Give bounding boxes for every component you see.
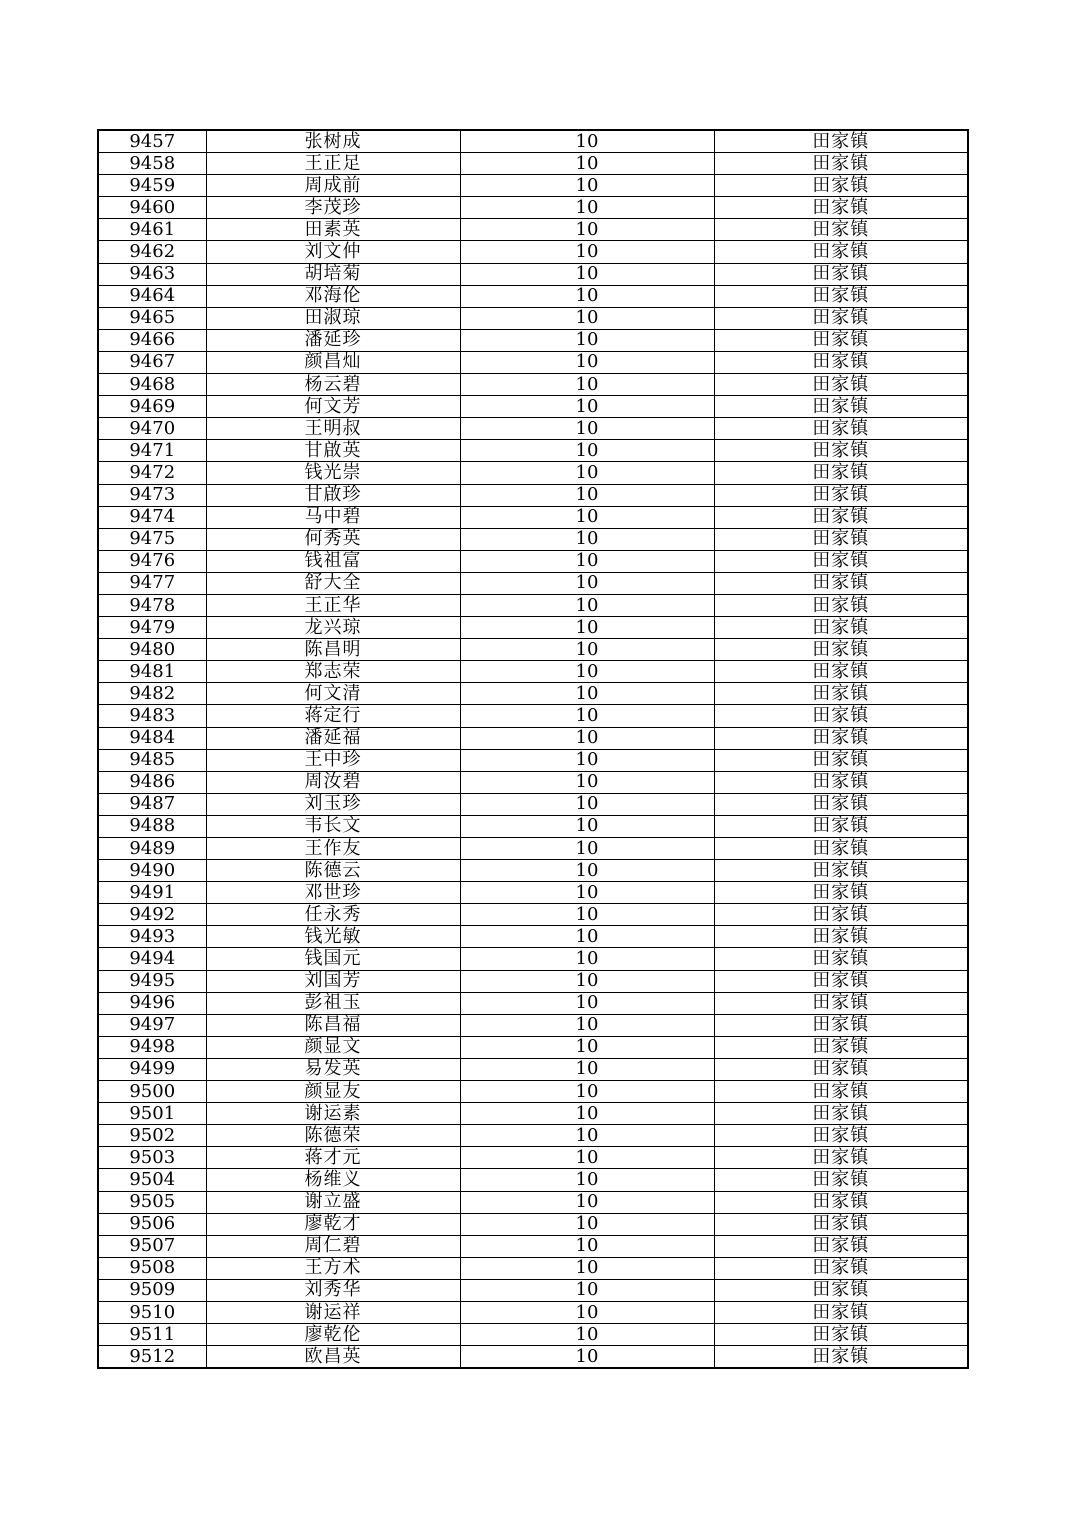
town-cell: 田家镇 (714, 396, 968, 418)
amount-cell: 10 (460, 130, 714, 153)
town-cell: 田家镇 (714, 683, 968, 705)
row-id-cell: 9464 (98, 285, 206, 307)
town-cell: 田家镇 (714, 948, 968, 970)
row-id-cell: 9493 (98, 926, 206, 948)
name-cell: 廖乾才 (206, 1213, 460, 1235)
town-cell: 田家镇 (714, 838, 968, 860)
name-cell: 钱光崇 (206, 462, 460, 484)
amount-cell: 10 (460, 396, 714, 418)
town-cell: 田家镇 (714, 639, 968, 661)
name-cell: 龙兴琼 (206, 617, 460, 639)
table-row (98, 550, 968, 572)
table-row (98, 462, 968, 484)
town-cell: 田家镇 (714, 418, 968, 440)
row-id-cell: 9512 (98, 1346, 206, 1369)
town-cell: 田家镇 (714, 992, 968, 1014)
data-table (97, 129, 969, 1369)
amount-cell: 10 (460, 418, 714, 440)
table-row (98, 329, 968, 351)
town-cell: 田家镇 (714, 197, 968, 219)
town-cell: 田家镇 (714, 661, 968, 683)
name-cell: 王方术 (206, 1257, 460, 1279)
row-id-cell: 9461 (98, 219, 206, 241)
town-cell: 田家镇 (714, 749, 968, 771)
row-id-cell: 9510 (98, 1301, 206, 1323)
row-id-cell: 9482 (98, 683, 206, 705)
row-id-cell: 9500 (98, 1081, 206, 1103)
table-row (98, 594, 968, 616)
row-id-cell: 9457 (98, 130, 206, 153)
town-cell: 田家镇 (714, 705, 968, 727)
name-cell: 陈昌福 (206, 1014, 460, 1036)
name-cell: 周成前 (206, 175, 460, 197)
row-id-cell: 9479 (98, 617, 206, 639)
table-row (98, 1103, 968, 1125)
table-row (98, 506, 968, 528)
amount-cell: 10 (460, 948, 714, 970)
amount-cell: 10 (460, 1036, 714, 1058)
row-id-cell: 9511 (98, 1324, 206, 1346)
row-id-cell: 9460 (98, 197, 206, 219)
amount-cell: 10 (460, 815, 714, 837)
row-id-cell: 9488 (98, 815, 206, 837)
town-cell: 田家镇 (714, 219, 968, 241)
name-cell: 何秀英 (206, 528, 460, 550)
row-id-cell: 9462 (98, 241, 206, 263)
name-cell: 何文清 (206, 683, 460, 705)
row-id-cell: 9466 (98, 329, 206, 351)
amount-cell: 10 (460, 1058, 714, 1080)
row-id-cell: 9503 (98, 1147, 206, 1169)
name-cell: 易发英 (206, 1058, 460, 1080)
table-row (98, 926, 968, 948)
table-row (98, 749, 968, 771)
amount-cell: 10 (460, 992, 714, 1014)
name-cell: 甘啟珍 (206, 484, 460, 506)
town-cell: 田家镇 (714, 1346, 968, 1369)
name-cell: 邓世珍 (206, 882, 460, 904)
amount-cell: 10 (460, 683, 714, 705)
town-cell: 田家镇 (714, 1058, 968, 1080)
amount-cell: 10 (460, 1324, 714, 1346)
town-cell: 田家镇 (714, 506, 968, 528)
town-cell: 田家镇 (714, 572, 968, 594)
row-id-cell: 9470 (98, 418, 206, 440)
table-row (98, 1169, 968, 1191)
amount-cell: 10 (460, 793, 714, 815)
row-id-cell: 9478 (98, 594, 206, 616)
table-row (98, 1081, 968, 1103)
town-cell: 田家镇 (714, 130, 968, 153)
town-cell: 田家镇 (714, 793, 968, 815)
town-cell: 田家镇 (714, 1036, 968, 1058)
town-cell: 田家镇 (714, 771, 968, 793)
town-cell: 田家镇 (714, 307, 968, 329)
name-cell: 陈德云 (206, 860, 460, 882)
amount-cell: 10 (460, 550, 714, 572)
amount-cell: 10 (460, 440, 714, 462)
row-id-cell: 9481 (98, 661, 206, 683)
name-cell: 陈昌明 (206, 639, 460, 661)
row-id-cell: 9492 (98, 904, 206, 926)
amount-cell: 10 (460, 175, 714, 197)
table-row (98, 1235, 968, 1257)
name-cell: 韦长文 (206, 815, 460, 837)
town-cell: 田家镇 (714, 1147, 968, 1169)
name-cell: 马中碧 (206, 506, 460, 528)
town-cell: 田家镇 (714, 241, 968, 263)
name-cell: 彭祖玉 (206, 992, 460, 1014)
name-cell: 刘国芳 (206, 970, 460, 992)
name-cell: 王明叔 (206, 418, 460, 440)
name-cell: 谢立盛 (206, 1191, 460, 1213)
row-id-cell: 9494 (98, 948, 206, 970)
table-row (98, 219, 968, 241)
table-row (98, 617, 968, 639)
row-id-cell: 9473 (98, 484, 206, 506)
name-cell: 刘秀华 (206, 1279, 460, 1301)
town-cell: 田家镇 (714, 1081, 968, 1103)
row-id-cell: 9463 (98, 263, 206, 285)
table-row (98, 175, 968, 197)
table-row (98, 771, 968, 793)
town-cell: 田家镇 (714, 440, 968, 462)
town-cell: 田家镇 (714, 1235, 968, 1257)
table-row (98, 793, 968, 815)
table-row (98, 838, 968, 860)
amount-cell: 10 (460, 241, 714, 263)
name-cell: 杨维义 (206, 1169, 460, 1191)
amount-cell: 10 (460, 329, 714, 351)
table-row (98, 1346, 968, 1369)
table-row (98, 351, 968, 373)
amount-cell: 10 (460, 374, 714, 396)
row-id-cell: 9498 (98, 1036, 206, 1058)
town-cell: 田家镇 (714, 727, 968, 749)
town-cell: 田家镇 (714, 263, 968, 285)
row-id-cell: 9490 (98, 860, 206, 882)
amount-cell: 10 (460, 1279, 714, 1301)
name-cell: 王正足 (206, 153, 460, 175)
name-cell: 潘延珍 (206, 329, 460, 351)
table-row (98, 197, 968, 219)
table-row (98, 882, 968, 904)
table-row (98, 285, 968, 307)
amount-cell: 10 (460, 197, 714, 219)
town-cell: 田家镇 (714, 374, 968, 396)
town-cell: 田家镇 (714, 528, 968, 550)
row-id-cell: 9507 (98, 1235, 206, 1257)
row-id-cell: 9468 (98, 374, 206, 396)
name-cell: 蒋才元 (206, 1147, 460, 1169)
name-cell: 甘啟英 (206, 440, 460, 462)
name-cell: 钱国元 (206, 948, 460, 970)
town-cell: 田家镇 (714, 153, 968, 175)
amount-cell: 10 (460, 462, 714, 484)
name-cell: 王正华 (206, 594, 460, 616)
name-cell: 欧昌英 (206, 1346, 460, 1369)
town-cell: 田家镇 (714, 594, 968, 616)
town-cell: 田家镇 (714, 815, 968, 837)
amount-cell: 10 (460, 1235, 714, 1257)
town-cell: 田家镇 (714, 1169, 968, 1191)
row-id-cell: 9486 (98, 771, 206, 793)
table-row (98, 153, 968, 175)
row-id-cell: 9477 (98, 572, 206, 594)
amount-cell: 10 (460, 860, 714, 882)
table-row (98, 1125, 968, 1147)
table-row (98, 727, 968, 749)
amount-cell: 10 (460, 1191, 714, 1213)
amount-cell: 10 (460, 1081, 714, 1103)
table-row (98, 860, 968, 882)
amount-cell: 10 (460, 1103, 714, 1125)
name-cell: 颜昌灿 (206, 351, 460, 373)
name-cell: 郑志荣 (206, 661, 460, 683)
name-cell: 颜显文 (206, 1036, 460, 1058)
amount-cell: 10 (460, 153, 714, 175)
table-row (98, 948, 968, 970)
row-id-cell: 9501 (98, 1103, 206, 1125)
town-cell: 田家镇 (714, 1257, 968, 1279)
row-id-cell: 9458 (98, 153, 206, 175)
name-cell: 邓海伦 (206, 285, 460, 307)
amount-cell: 10 (460, 594, 714, 616)
name-cell: 刘文仲 (206, 241, 460, 263)
town-cell: 田家镇 (714, 1125, 968, 1147)
amount-cell: 10 (460, 705, 714, 727)
name-cell: 周仁碧 (206, 1235, 460, 1257)
name-cell: 舒大全 (206, 572, 460, 594)
amount-cell: 10 (460, 1125, 714, 1147)
amount-cell: 10 (460, 771, 714, 793)
name-cell: 田淑琼 (206, 307, 460, 329)
amount-cell: 10 (460, 1169, 714, 1191)
row-id-cell: 9474 (98, 506, 206, 528)
table-row (98, 1257, 968, 1279)
amount-cell: 10 (460, 882, 714, 904)
table-row (98, 639, 968, 661)
name-cell: 何文芳 (206, 396, 460, 418)
amount-cell: 10 (460, 1301, 714, 1323)
row-id-cell: 9495 (98, 970, 206, 992)
town-cell: 田家镇 (714, 926, 968, 948)
name-cell: 颜显友 (206, 1081, 460, 1103)
name-cell: 田素英 (206, 219, 460, 241)
amount-cell: 10 (460, 749, 714, 771)
amount-cell: 10 (460, 1014, 714, 1036)
town-cell: 田家镇 (714, 484, 968, 506)
row-id-cell: 9505 (98, 1191, 206, 1213)
town-cell: 田家镇 (714, 1014, 968, 1036)
amount-cell: 10 (460, 926, 714, 948)
name-cell: 杨云碧 (206, 374, 460, 396)
town-cell: 田家镇 (714, 550, 968, 572)
amount-cell: 10 (460, 1346, 714, 1369)
amount-cell: 10 (460, 285, 714, 307)
name-cell: 钱祖富 (206, 550, 460, 572)
table-row (98, 440, 968, 462)
table-row (98, 970, 968, 992)
amount-cell: 10 (460, 263, 714, 285)
town-cell: 田家镇 (714, 882, 968, 904)
town-cell: 田家镇 (714, 1324, 968, 1346)
row-id-cell: 9506 (98, 1213, 206, 1235)
amount-cell: 10 (460, 617, 714, 639)
amount-cell: 10 (460, 904, 714, 926)
table-row (98, 1213, 968, 1235)
table-row (98, 307, 968, 329)
amount-cell: 10 (460, 1257, 714, 1279)
amount-cell: 10 (460, 528, 714, 550)
row-id-cell: 9467 (98, 351, 206, 373)
row-id-cell: 9475 (98, 528, 206, 550)
table-row (98, 1014, 968, 1036)
table-row (98, 418, 968, 440)
amount-cell: 10 (460, 661, 714, 683)
town-cell: 田家镇 (714, 860, 968, 882)
town-cell: 田家镇 (714, 175, 968, 197)
name-cell: 潘延福 (206, 727, 460, 749)
row-id-cell: 9465 (98, 307, 206, 329)
name-cell: 胡培菊 (206, 263, 460, 285)
name-cell: 王作友 (206, 838, 460, 860)
row-id-cell: 9485 (98, 749, 206, 771)
town-cell: 田家镇 (714, 285, 968, 307)
name-cell: 王中珍 (206, 749, 460, 771)
town-cell: 田家镇 (714, 462, 968, 484)
row-id-cell: 9504 (98, 1169, 206, 1191)
table-row (98, 683, 968, 705)
row-id-cell: 9502 (98, 1125, 206, 1147)
town-cell: 田家镇 (714, 1279, 968, 1301)
amount-cell: 10 (460, 970, 714, 992)
name-cell: 谢运素 (206, 1103, 460, 1125)
row-id-cell: 9469 (98, 396, 206, 418)
town-cell: 田家镇 (714, 904, 968, 926)
table-row (98, 528, 968, 550)
row-id-cell: 9496 (98, 992, 206, 1014)
amount-cell: 10 (460, 219, 714, 241)
table-row (98, 263, 968, 285)
row-id-cell: 9483 (98, 705, 206, 727)
amount-cell: 10 (460, 572, 714, 594)
table-body (98, 130, 968, 1368)
town-cell: 田家镇 (714, 1103, 968, 1125)
name-cell: 陈德荣 (206, 1125, 460, 1147)
row-id-cell: 9480 (98, 639, 206, 661)
town-cell: 田家镇 (714, 970, 968, 992)
name-cell: 李茂珍 (206, 197, 460, 219)
table-row (98, 992, 968, 1014)
name-cell: 蒋定行 (206, 705, 460, 727)
table-row (98, 1147, 968, 1169)
table-row (98, 484, 968, 506)
row-id-cell: 9487 (98, 793, 206, 815)
table-row (98, 130, 968, 153)
table-row (98, 815, 968, 837)
row-id-cell: 9471 (98, 440, 206, 462)
town-cell: 田家镇 (714, 351, 968, 373)
table-row (98, 1324, 968, 1346)
amount-cell: 10 (460, 727, 714, 749)
town-cell: 田家镇 (714, 1213, 968, 1235)
name-cell: 周汝碧 (206, 771, 460, 793)
name-cell: 张树成 (206, 130, 460, 153)
town-cell: 田家镇 (714, 1191, 968, 1213)
row-id-cell: 9472 (98, 462, 206, 484)
row-id-cell: 9459 (98, 175, 206, 197)
table-row (98, 1279, 968, 1301)
table-row (98, 705, 968, 727)
row-id-cell: 9508 (98, 1257, 206, 1279)
table-row (98, 1058, 968, 1080)
table-row (98, 1301, 968, 1323)
amount-cell: 10 (460, 1147, 714, 1169)
name-cell: 刘玉珍 (206, 793, 460, 815)
row-id-cell: 9509 (98, 1279, 206, 1301)
amount-cell: 10 (460, 484, 714, 506)
name-cell: 任永秀 (206, 904, 460, 926)
town-cell: 田家镇 (714, 1301, 968, 1323)
row-id-cell: 9484 (98, 727, 206, 749)
table-row (98, 374, 968, 396)
name-cell: 廖乾伦 (206, 1324, 460, 1346)
table-row (98, 241, 968, 263)
table-row (98, 1036, 968, 1058)
row-id-cell: 9497 (98, 1014, 206, 1036)
amount-cell: 10 (460, 506, 714, 528)
row-id-cell: 9476 (98, 550, 206, 572)
row-id-cell: 9489 (98, 838, 206, 860)
row-id-cell: 9499 (98, 1058, 206, 1080)
town-cell: 田家镇 (714, 329, 968, 351)
name-cell: 谢运祥 (206, 1301, 460, 1323)
table-row (98, 572, 968, 594)
amount-cell: 10 (460, 1213, 714, 1235)
table-row (98, 396, 968, 418)
table-row (98, 904, 968, 926)
amount-cell: 10 (460, 639, 714, 661)
amount-cell: 10 (460, 838, 714, 860)
name-cell: 钱光敏 (206, 926, 460, 948)
amount-cell: 10 (460, 307, 714, 329)
table-row (98, 1191, 968, 1213)
row-id-cell: 9491 (98, 882, 206, 904)
amount-cell: 10 (460, 351, 714, 373)
table-row (98, 661, 968, 683)
town-cell: 田家镇 (714, 617, 968, 639)
